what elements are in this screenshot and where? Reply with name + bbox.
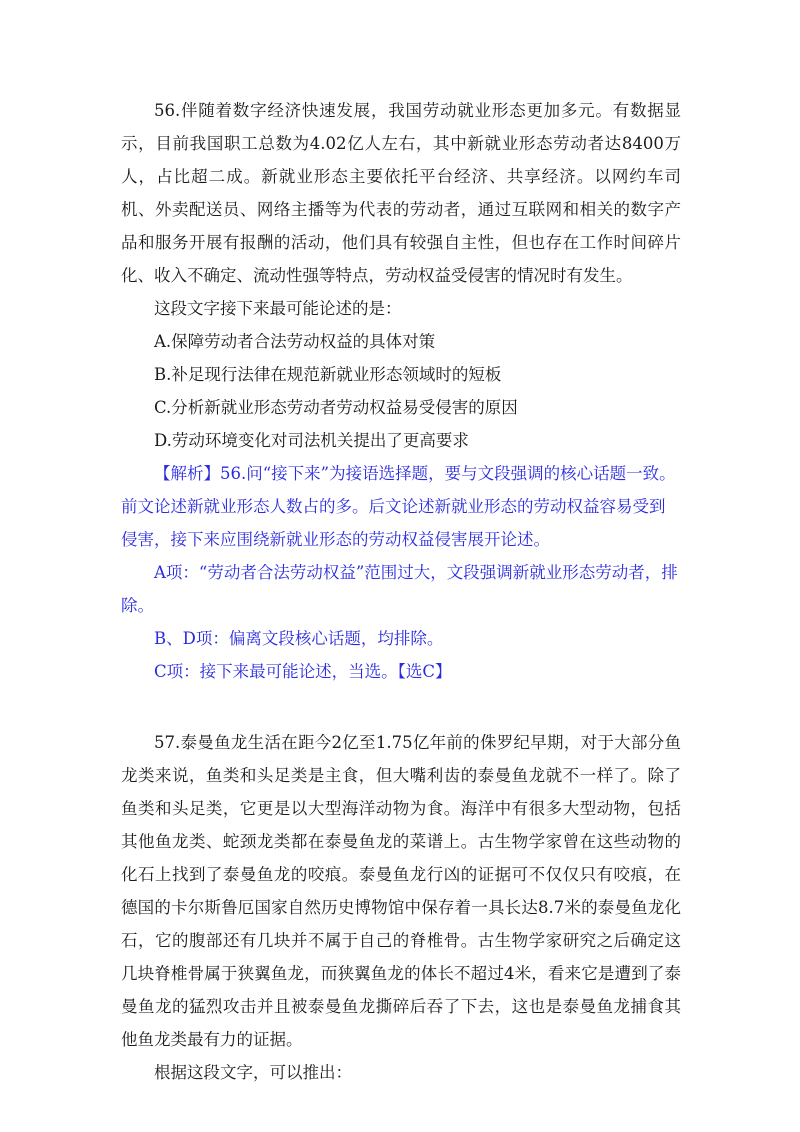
q56-stem: 56.伴随着数字经济快速发展，我国劳动就业形态更加多元。有数据显示，目前我国职工总数为4.02亿人左右，其中新就业形态劳动者达8400万人，占比超二成。新就业形态主要依托平台经济、共享经济。以网约车司机、外卖配送员、网络主播等为代表的劳动者，通过互联网和相关的数字产品和服务开展有报酬的活动，他们具有较强自主性，但也存在工作时间碎片化、收入不确定、流动性强等特点，劳动权益受侵害的情况时有发生。 bbox=[121, 101, 681, 285]
q56-option-b: B.补足现行法律在规范新就业形态领域时的短板 bbox=[154, 365, 502, 384]
q56-question: 这段文字接下来最可能论述的是： bbox=[154, 299, 402, 318]
q56-analysis-c: C项：接下来最可能论述，当选。【选C】 bbox=[154, 662, 452, 681]
document-page bbox=[121, 94, 681, 1089]
q56-analysis: 【解析】56.问“接下来”为接语选择题，要与文段强调的核心话题一致。前文论述新就业形态人数占的多。后文论述新就业形态的劳动权益容易受到侵害，接下来应围绕新就业形态的劳动权益侵害展开论述。 bbox=[121, 464, 676, 549]
q56-option-a: A.保障劳动者合法劳动权益的具体对策 bbox=[154, 332, 436, 351]
q56-analysis-a: A项：“劳动者合法劳动权益”范围过大，文段强调新就业形态劳动者，排除。 bbox=[121, 563, 678, 615]
question-gap bbox=[121, 688, 681, 726]
q57-stem: 57.泰曼鱼龙生活在距今2亿至1.75亿年前的侏罗纪早期，对于大部分鱼龙类来说，鱼类和头足类是主食，但大嘴利齿的泰曼鱼龙就不一样了。除了鱼类和头足类，它更是以大型海洋动物为食。海洋中有很多大型动物，包括其他鱼龙类、蛇颈龙类都在泰曼鱼龙的菜谱上。古生物学家曾在这些动物的化石上找到了泰曼鱼龙的咬痕。泰曼鱼龙行凶的证据可不仅仅只有咬痕，在德国的卡尔斯鲁厄国家自然历史博物馆中保存着一具长达8.7米的泰曼鱼龙化石，它的腹部还有几块并不属于自己的脊椎骨。古生物学家研究之后确定这几块脊椎骨属于狭翼鱼龙，而狭翼鱼龙的体长不超过4米，看来它是遭到了泰曼鱼龙的猛烈攻击并且被泰曼鱼龙撕碎后吞了下去，这也是泰曼鱼龙捕食其他鱼龙类最有力的证据。 bbox=[121, 733, 681, 1049]
q56-analysis-bd: B、D项：偏离文段核心话题，均排除。 bbox=[154, 629, 444, 648]
q57-question: 根据这段文字，可以推出： bbox=[154, 1063, 352, 1082]
q56-option-c: C.分析新就业形态劳动者劳动权益易受侵害的原因 bbox=[154, 398, 518, 417]
q56-option-d: D.劳动环境变化对司法机关提出了更高要求 bbox=[154, 431, 469, 450]
